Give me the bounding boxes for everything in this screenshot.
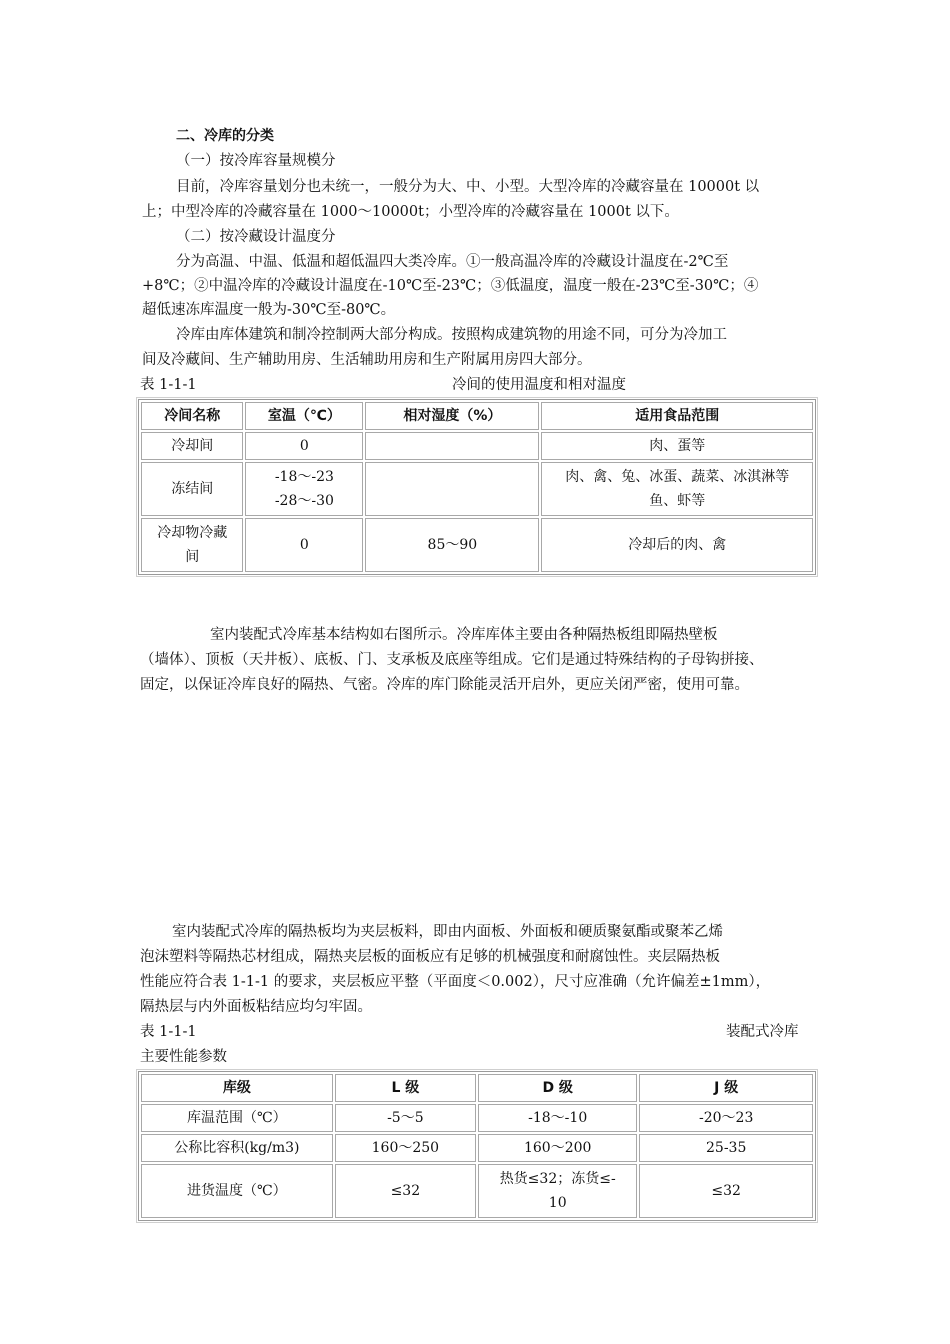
- table1-cell-food: 冷却后的肉、禽: [541, 518, 813, 572]
- subsection-capacity: （一）按冷库容量规模分: [176, 153, 336, 169]
- table1-label: 表 1-1-1: [140, 377, 197, 393]
- table2-caption-next: 主要性能参数: [140, 1049, 227, 1065]
- table1-caption: 冷间的使用温度和相对温度: [452, 377, 626, 393]
- table1-cell-humidity: 85～90: [365, 518, 539, 572]
- table1-header-food: 适用食品范围: [541, 402, 813, 430]
- table1-cell-humidity: [365, 432, 539, 460]
- structure-paragraph-line-2: （墙体）、顶板（天井板）、底板、门、支承板及底座等组成。它们是通过特殊结构的子母钩拼接、: [140, 652, 764, 668]
- table2-header-grade: 库级: [141, 1074, 333, 1102]
- table-performance-parameters: [138, 1071, 816, 1221]
- panel-paragraph-line-1: 室内装配式冷库的隔热板均为夹层板料，即由内面板、外面板和硬质聚氨酯或聚苯乙烯: [172, 924, 723, 940]
- table2-cell-d: 160～200: [478, 1134, 637, 1162]
- table1-header-humidity: 相对湿度（%）: [365, 402, 539, 430]
- table1-cell-temp: -18～-23 -28～-30: [245, 462, 363, 516]
- panel-paragraph-line-2: 泡沫塑料等隔热芯材组成，隔热夹层板的面板应有足够的机械强度和耐腐蚀性。夹层隔热板: [140, 949, 720, 965]
- table2-cell-j: ≤32: [639, 1164, 813, 1218]
- table1-cell-food: 肉、禽、兔、冰蛋、蔬菜、冰淇淋等 鱼、虾等: [541, 462, 813, 516]
- table-row: [141, 1164, 813, 1218]
- table-row: [141, 1134, 813, 1162]
- table2-cell-item: 库温范围（℃）: [141, 1104, 333, 1132]
- table1-cell-humidity: [365, 462, 539, 516]
- table-row: [141, 432, 813, 460]
- table2-header-row: [141, 1074, 813, 1102]
- table2-cell-j: 25-35: [639, 1134, 813, 1162]
- paragraph-composition-line-2: 间及冷藏间、生产辅助用房、生活辅助用房和生产附属用房四大部分。: [142, 352, 592, 368]
- table1-cell-food: 肉、蛋等: [541, 432, 813, 460]
- table1-cell-name: 冷却间: [141, 432, 243, 460]
- table2-cell-l: -5～5: [335, 1104, 476, 1132]
- paragraph-capacity-line-1: 目前，冷库容量划分也未统一，一般分为大、中、小型。大型冷库的冷藏容量在 10000t 以: [176, 179, 760, 195]
- table1-header-temp: 室温（℃）: [245, 402, 363, 430]
- table-row: [141, 462, 813, 516]
- table2-cell-d: 热货≤32；冻货≤- 10: [478, 1164, 637, 1218]
- paragraph-temperature-line-2: +8℃；②中温冷库的冷藏设计温度在-10℃至-23℃；③低温度，温度一般在-23℃至-30℃；④: [142, 278, 759, 294]
- table1-header-row: [141, 402, 813, 430]
- table2-caption-right: 装配式冷库: [726, 1024, 799, 1040]
- paragraph-capacity-line-2: 上；中型冷库的冷藏容量在 1000～10000t；小型冷库的冷藏容量在 1000t 以下。: [142, 204, 679, 220]
- table2-cell-d: -18～-10: [478, 1104, 637, 1132]
- table2-label: 表 1-1-1: [140, 1024, 197, 1040]
- table2-cell-item: 公称比容积(kg/m3): [141, 1134, 333, 1162]
- structure-paragraph-line-1: 室内装配式冷库基本结构如右图所示。冷库库体主要由各种隔热板组即隔热壁板: [210, 627, 718, 643]
- subsection-temperature: （二）按冷藏设计温度分: [176, 229, 336, 245]
- table2-cell-l: ≤32: [335, 1164, 476, 1218]
- section-heading: 二、冷库的分类: [176, 128, 274, 144]
- paragraph-composition-line-1: 冷库由库体建筑和制冷控制两大部分构成。按照构成建筑物的用途不同，可分为冷加工: [176, 327, 727, 343]
- table-row: [141, 518, 813, 572]
- table2-cell-j: -20～23: [639, 1104, 813, 1132]
- table2-header-l: L 级: [335, 1074, 476, 1102]
- table1-cell-name: 冻结间: [141, 462, 243, 516]
- table1-cell-temp: 0: [245, 432, 363, 460]
- table2-cell-item: 进货温度（℃）: [141, 1164, 333, 1218]
- panel-paragraph-line-4: 隔热层与内外面板粘结应均匀牢固。: [140, 999, 372, 1015]
- table1-header-name: 冷间名称: [141, 402, 243, 430]
- table2-cell-l: 160～250: [335, 1134, 476, 1162]
- table-cold-room-temperatures: [138, 399, 816, 575]
- panel-paragraph-line-3: 性能应符合表 1-1-1 的要求，夹层板应平整（平面度＜0.002），尺寸应准确（允许偏差±1mm），: [140, 974, 771, 990]
- paragraph-temperature-line-1: 分为高温、中温、低温和超低温四大类冷库。①一般高温冷库的冷藏设计温度在-2℃至: [176, 254, 729, 270]
- table2-header-d: D 级: [478, 1074, 637, 1102]
- table1-cell-temp: 0: [245, 518, 363, 572]
- structure-paragraph-line-3: 固定，以保证冷库良好的隔热、气密。冷库的库门除能灵活开启外，更应关闭严密，使用可靠。: [140, 677, 749, 693]
- paragraph-temperature-line-3: 超低速冻库温度一般为-30℃至-80℃。: [142, 302, 396, 318]
- table1-cell-name: 冷却物冷藏 间: [141, 518, 243, 572]
- table2-header-j: J 级: [639, 1074, 813, 1102]
- table-row: [141, 1104, 813, 1132]
